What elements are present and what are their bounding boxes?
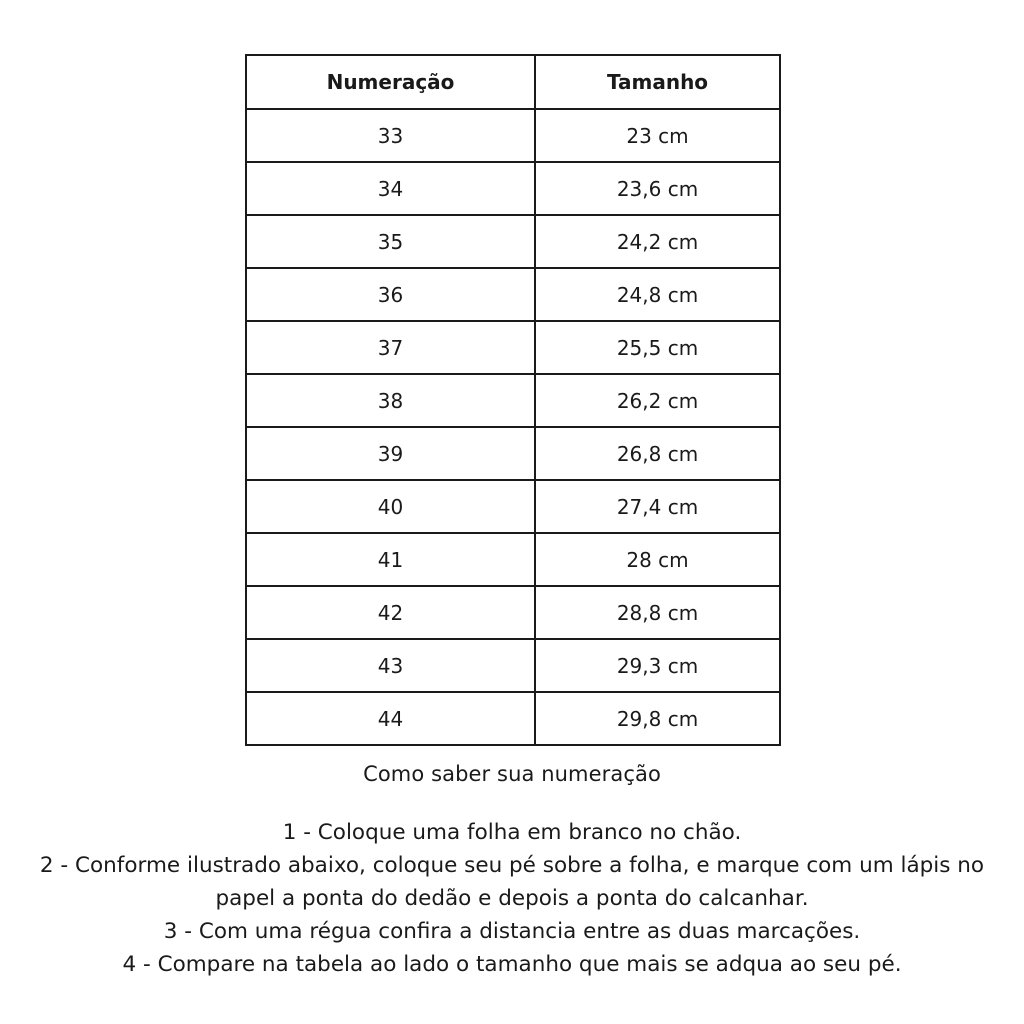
cell-tamanho: 24,2 cm	[535, 215, 780, 268]
cell-numeracao: 41	[246, 533, 535, 586]
howto-section	[0, 762, 1024, 981]
cell-tamanho: 28,8 cm	[535, 586, 780, 639]
howto-step-2: 2 - Conforme ilustrado abaixo, coloque seu pé sobre a folha, e marque com um lápis no papel a ponta do dedão e depois a ponta do calcanhar.	[39, 853, 985, 911]
table-header-row	[246, 55, 780, 109]
howto-steps	[0, 816, 1024, 981]
cell-numeracao: 44	[246, 692, 535, 745]
table-row	[246, 374, 780, 427]
table-body	[246, 109, 780, 745]
cell-numeracao: 33	[246, 109, 535, 162]
table-row	[246, 109, 780, 162]
cell-tamanho: 29,8 cm	[535, 692, 780, 745]
table-row	[246, 533, 780, 586]
cell-tamanho: 25,5 cm	[535, 321, 780, 374]
cell-numeracao: 43	[246, 639, 535, 692]
cell-numeracao: 35	[246, 215, 535, 268]
table-row	[246, 427, 780, 480]
cell-numeracao: 38	[246, 374, 535, 427]
howto-step-3: 3 - Com uma régua confira a distancia entre as duas marcações.	[163, 919, 861, 944]
size-table-container	[245, 54, 779, 746]
table-row	[246, 480, 780, 533]
cell-tamanho: 23 cm	[535, 109, 780, 162]
cell-tamanho: 28 cm	[535, 533, 780, 586]
table-row	[246, 692, 780, 745]
cell-tamanho: 23,6 cm	[535, 162, 780, 215]
cell-numeracao: 34	[246, 162, 535, 215]
cell-tamanho: 26,2 cm	[535, 374, 780, 427]
cell-tamanho: 24,8 cm	[535, 268, 780, 321]
size-table	[245, 54, 781, 746]
howto-title: Como saber sua numeração	[363, 762, 661, 786]
column-header-numeracao: Numeração	[246, 55, 535, 109]
table-row	[246, 215, 780, 268]
howto-step-1: 1 - Coloque uma folha em branco no chão.	[282, 820, 742, 845]
cell-numeracao: 37	[246, 321, 535, 374]
cell-tamanho: 29,3 cm	[535, 639, 780, 692]
table-row	[246, 162, 780, 215]
table-row	[246, 268, 780, 321]
table-row	[246, 321, 780, 374]
table-row	[246, 639, 780, 692]
howto-step-4: 4 - Compare na tabela ao lado o tamanho que mais se adqua ao seu pé.	[122, 952, 902, 977]
table-header	[246, 55, 780, 109]
cell-numeracao: 36	[246, 268, 535, 321]
column-header-tamanho: Tamanho	[535, 55, 780, 109]
cell-numeracao: 39	[246, 427, 535, 480]
cell-tamanho: 27,4 cm	[535, 480, 780, 533]
table-row	[246, 586, 780, 639]
cell-numeracao: 40	[246, 480, 535, 533]
cell-numeracao: 42	[246, 586, 535, 639]
cell-tamanho: 26,8 cm	[535, 427, 780, 480]
